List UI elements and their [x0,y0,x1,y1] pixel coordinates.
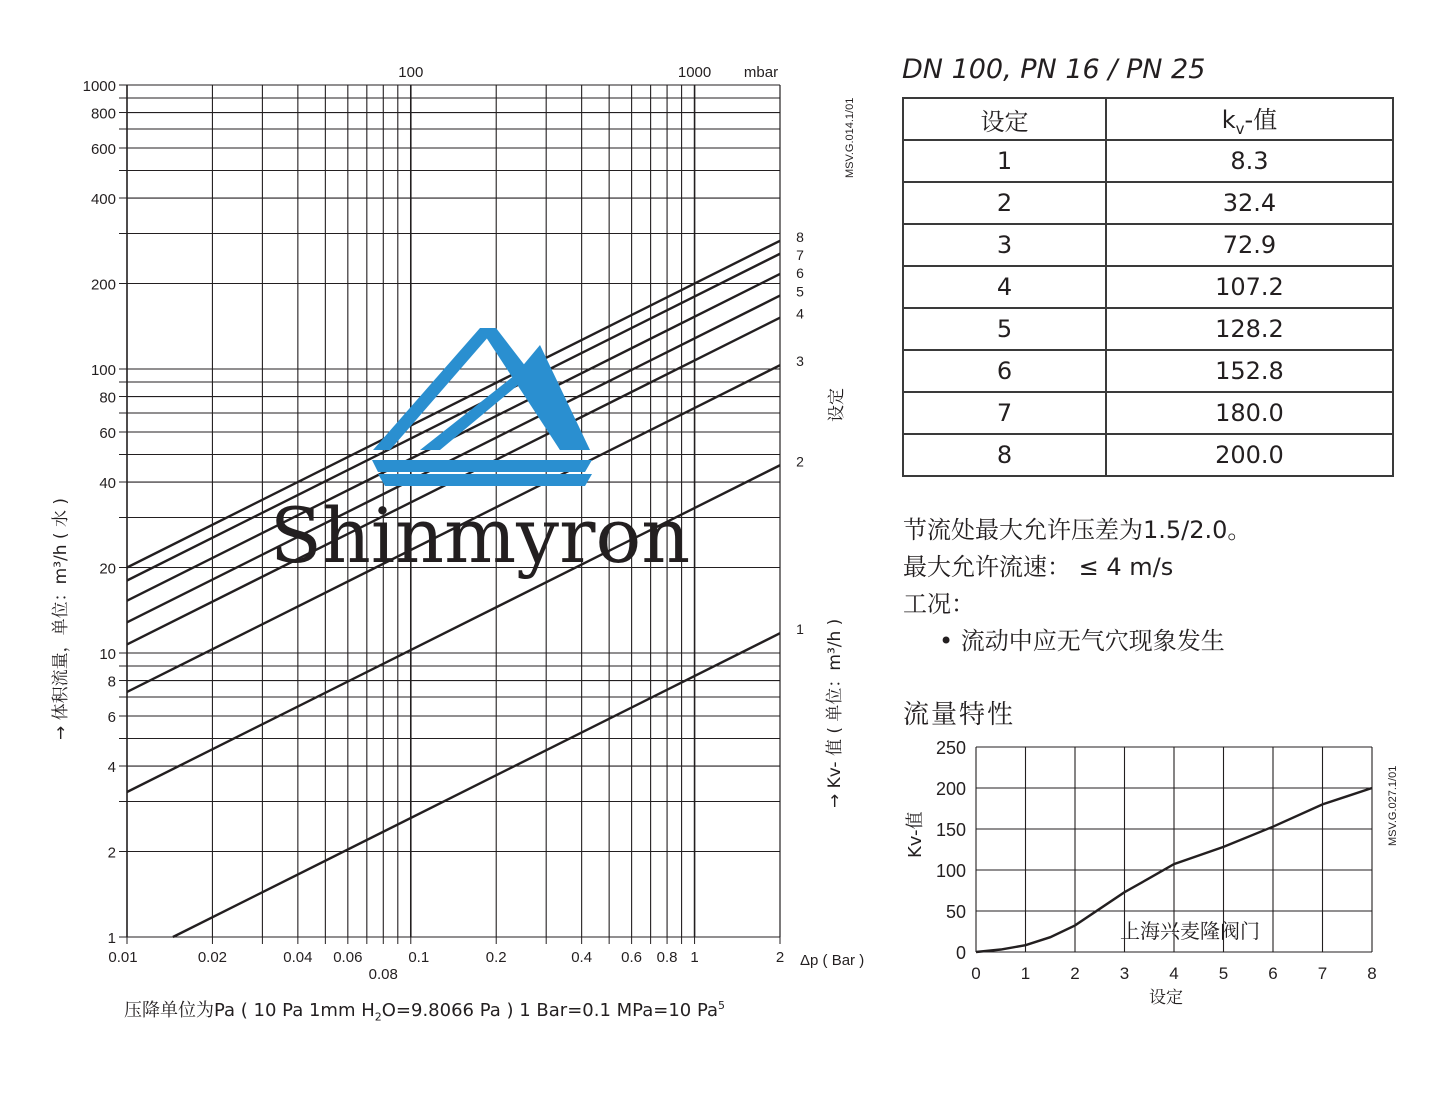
y-tick-label: 60 [99,425,116,443]
header-kv: $k_v-$值 [1106,98,1393,140]
x-tick-label: 5 [1218,964,1229,983]
y-tick-label: 80 [99,389,116,407]
series-label-8: 8 [796,228,804,245]
header-setting: 设定 [903,98,1106,140]
table-row [903,266,1393,308]
kv-cell: 200.0 [1106,434,1393,476]
kv-cell: 8.3 [1106,140,1393,182]
kv-cell: 128.2 [1106,308,1393,350]
y-tick-label: 250 [935,738,966,758]
y-tick-label: 1000 [82,78,116,95]
table-row [903,182,1393,224]
x-tick-label: 0 [971,964,981,983]
spec-notes [903,512,1251,660]
note-velocity: 最大允许流速： ≤ 4 m/s [903,553,1174,581]
y-tick-label: 800 [90,105,116,123]
pressure-unit-footnote: 压降单位为Pa ( 10 Pa 1mm $H_2O=9.8066$ Pa ) 1 Bar=0.1 MPa=10 Pa$^5$ [124,999,726,1024]
x-tick-label: 1 [1020,964,1031,983]
y-tick-label: 4 [107,759,116,777]
y-tick-label: 10 [99,646,116,663]
table-row [903,392,1393,434]
y-axis-label: Kv-值 [905,811,926,858]
table-row [903,140,1393,182]
y-tick-label: 8 [107,673,116,691]
setting-cell: 2 [903,182,1106,224]
kv-table [902,97,1394,477]
setting-cell: 3 [903,224,1106,266]
x-tick-label: 2 [1070,964,1080,983]
table-row [903,350,1393,392]
kv-cell: 72.9 [1106,224,1393,266]
y-tick-label: 100 [935,861,966,881]
y-tick-label: 40 [99,475,116,493]
setting-cell: 8 [903,434,1106,476]
spec-title: DN 100, PN 16 / PN 25 [902,54,1206,85]
table-row [903,434,1393,476]
x-tick-label: 2 [775,949,785,966]
x-tick-label: 0.8 [656,949,678,966]
note-bullet: • 流动中应无气穴现象发生 [939,627,1225,655]
setting-cell: 6 [903,350,1106,392]
series-label-1: 1 [796,621,804,638]
y-tick-label: 100 [90,362,116,379]
x-tick-label: 0.08 [368,966,398,983]
watermark-text: Shinmyron [269,491,691,580]
x-tick-label: 0.02 [197,949,228,966]
x-tick-label: 0.04 [283,949,313,966]
x-tick-label: 0.2 [485,949,507,966]
y-tick-label: 2 [107,844,116,862]
x-tick-label: 0.1 [408,949,430,966]
y-tick-label: 200 [935,779,966,799]
series-label-4: 4 [796,305,804,322]
setting-cell: 4 [903,266,1106,308]
table-row [903,308,1393,350]
figure-code: MSV.G.027.1/01 [1387,765,1399,846]
series-label-7: 7 [796,246,804,263]
note-pressure: 节流处最大允许压差为1.5/2.0。 [903,516,1252,544]
series-label-6: 6 [796,264,804,281]
y-tick-label: 400 [90,191,116,209]
right-axis-label: → Kv- 值 ( 单位：m³/h ) [825,618,845,808]
setting-cell: 7 [903,392,1106,434]
y-tick-label: 50 [945,902,966,922]
kv-cell: 107.2 [1106,266,1393,308]
series-label-2: 2 [796,453,804,470]
table-row [903,224,1393,266]
y-tick-label: 6 [107,709,116,727]
figure-code: MSV.G.014.1/01 [844,97,856,178]
x-tick-label: 6 [1268,964,1278,983]
series-line-1 [173,633,780,937]
y-tick-label: 0 [955,943,966,963]
series-group-label: 设定 [827,388,847,422]
series-label-3: 3 [796,353,804,370]
y-axis-label: → 体积流量，单位：m³/h ( 水 ) [51,497,71,740]
y-tick-label: 200 [90,276,116,294]
x-tick-label: 4 [1169,964,1179,983]
watermark-text: 上海兴麦隆阀门 [1120,919,1260,943]
note-conditions: 工况： [903,590,975,618]
x-tick-label: 0.01 [108,949,138,966]
x-axis-label: Δp ( Bar ) [800,952,865,969]
y-tick-label: 600 [90,141,116,159]
series-label-5: 5 [796,283,804,300]
setting-cell: 5 [903,308,1106,350]
y-tick-label: 20 [99,560,116,578]
x-tick-label: 3 [1119,964,1130,983]
x-tick-label: 1 [690,949,699,966]
characteristic-title: 流量特性 [903,700,1016,730]
kv-cell: 152.8 [1106,350,1393,392]
x-tick-label: 0.6 [621,949,643,966]
kv-cell: 180.0 [1106,392,1393,434]
x-tick-label: 8 [1367,964,1377,983]
setting-cell: 1 [903,140,1106,182]
top-axis-unit: mbar [743,64,779,81]
y-tick-label: 1 [107,930,116,947]
kv-cell: 32.4 [1106,182,1393,224]
x-tick-label: 7 [1317,964,1328,983]
x-tick-label: 0.06 [333,949,363,966]
x-tick-label: 0.4 [571,949,593,966]
x-axis-label: 设定 [1149,988,1183,1008]
characteristic-chart-labels [905,738,1399,1008]
top-tick-label: 100 [398,64,424,81]
table-header-row [903,98,1393,140]
y-tick-label: 150 [935,820,966,840]
top-tick-label: 1000 [677,64,712,81]
